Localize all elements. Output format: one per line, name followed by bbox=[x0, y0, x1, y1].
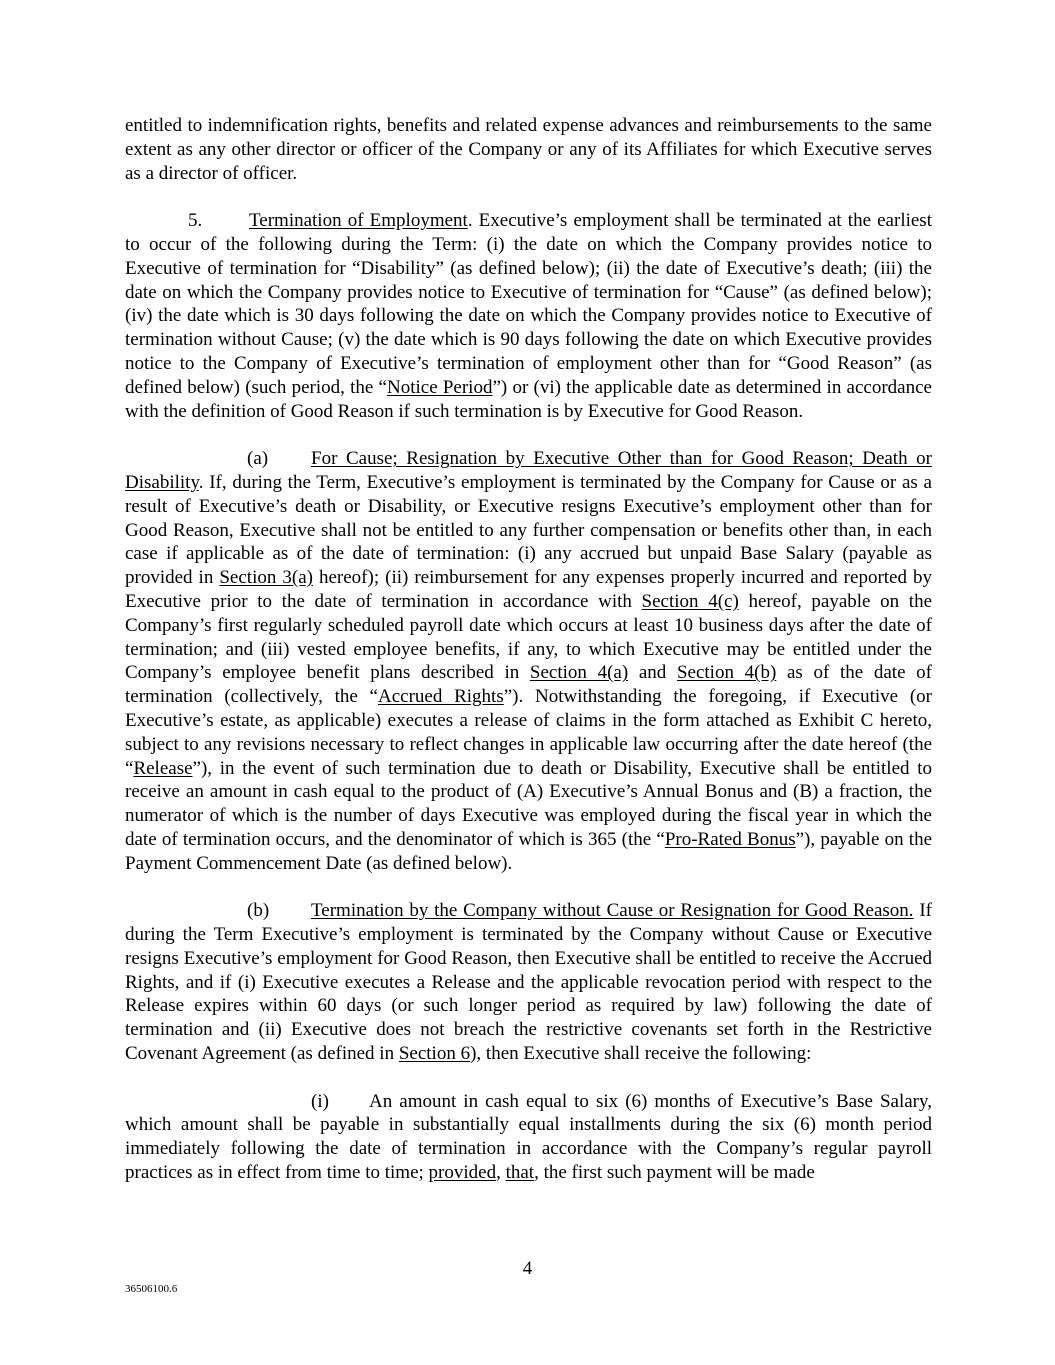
subsection-number: (b) bbox=[247, 900, 270, 922]
section-reference-6: Section 6 bbox=[398, 1043, 471, 1065]
section-text: . Executive’s employment shall be terminated at the earliest to occur of the following during the Term: (i) the date on which the Company provides notice to Executive of termination for “Disability” (as defined below); (ii) the date of Executive’s death; (iii) the date on which the Company provides notice to Executive of termination for “Cause” (as defined below); (iv) the date which is 30 days following the date on which the Company provides notice to Executive of termination without Cause; (v) the date which is 90 days following the date on which Executive provides notice to the Company of Executive’s termination of employment other than for “Good Reason” (as defined below) (such period, the “ bbox=[125, 210, 932, 398]
clause-text: , bbox=[496, 1162, 506, 1184]
section-5-termination-of-employment bbox=[125, 209, 932, 423]
document-body bbox=[125, 114, 932, 1185]
section-heading: Termination of Employment bbox=[249, 210, 468, 232]
defined-term-accrued-rights: Accrued Rights bbox=[377, 686, 504, 708]
section-reference-4c: Section 4(c) bbox=[641, 590, 739, 612]
subsection-number: (a) bbox=[247, 448, 269, 470]
defined-term-release: Release bbox=[133, 757, 193, 779]
paragraph-indemnification bbox=[125, 114, 932, 185]
subsection-heading: Termination by the Company without Cause or Resignation for Good Reason. bbox=[311, 900, 914, 922]
section-number: 5. bbox=[188, 210, 203, 232]
defined-term-notice-period: Notice Period bbox=[386, 376, 493, 398]
section-reference-4b: Section 4(b) bbox=[676, 662, 777, 684]
subsection-text: as of the date of termination (collectively, the “ bbox=[125, 662, 933, 708]
subsection-text: ”), in the event of such termination due to death or Disability, Executive shall be entitled to receive an amount in cash equal to the product of (A) Executive’s Annual Bonus and (B) a fraction, the numerator of which is the number of days Executive was employed during the fiscal year in which the date of termination occurs, and the denominator of which is 365 (the “ bbox=[125, 757, 932, 850]
subsection-text: hereof); (ii) reimbursement for any expenses properly incurred and reported by Executive prior to the date of termination in accordance with bbox=[125, 567, 932, 612]
subsection-text: and bbox=[628, 662, 677, 684]
subsection-b-without-cause bbox=[125, 899, 932, 1066]
section-reference-4a: Section 4(a) bbox=[529, 662, 629, 684]
subsection-text: ), then Executive shall receive the following: bbox=[470, 1043, 812, 1065]
page-number: 4 bbox=[522, 1258, 533, 1279]
subsection-text: . If, during the Term, Executive’s employment is terminated by the Company for Cause or as a result of Executive’s death or Disability, or Executive resigns Executive’s employment other than for Good Reason, Executive shall not be entitled to any further compensation or benefits other than, in each case if applicable as of the date of termination: (i) any accrued but unpaid Base Salary (payable as provided in bbox=[125, 471, 932, 589]
subsection-a-for-cause bbox=[125, 447, 932, 875]
clause-text: An amount in cash equal to six (6) months of Executive’s Base Salary, which amount shall be payable in substantially equal installments during the six (6) month period immediately following the date of termination in accordance with the Company’s regular payroll practices as in effect from time to time; bbox=[125, 1090, 932, 1184]
clause-i-cash-amount bbox=[125, 1090, 932, 1185]
subsection-text: ”). Notwithstanding the foregoing, if Executive (or Executive’s estate, as applicable) executes a release of claims in the form attached as Exhibit C hereto, subject to any revisions necessary to reflect changes in applicable law occurring after the date hereof (the “ bbox=[125, 686, 932, 779]
section-reference-3a: Section 3(a) bbox=[219, 567, 313, 589]
subsection-text: If during the Term Executive’s employment is terminated by the Company without Cause or Executive resigns Executive’s employment for Good Reason, then Executive shall be entitled to receive the Accrued Rights, and if (i) Executive executes a Release and the applicable revocation period with respect to the Release expires within 60 days (or such longer period as required by law) following the date of termination and (ii) Executive does not breach the restrictive covenants set forth in the Restrictive Covenant Agreement (as defined in bbox=[125, 900, 932, 1065]
document-id: 36506100.6 bbox=[125, 1283, 178, 1295]
subsection-text: ”), payable on the Payment Commencement Date (as defined below). bbox=[125, 828, 933, 874]
subsection-heading: For Cause; Resignation by Executive Other than for Good Reason; Death or Disability bbox=[125, 448, 932, 493]
clause-text: , the first such payment will be made bbox=[534, 1162, 815, 1184]
clause-number: (i) bbox=[311, 1090, 329, 1112]
term-provided: provided bbox=[428, 1162, 497, 1184]
paragraph-text: entitled to indemnification rights, benefits and related expense advances and reimbursements to the same extent as any other director or officer of the Company or any of its Affiliates for which Executive serves as a director of officer. bbox=[125, 115, 932, 184]
term-that: that bbox=[505, 1162, 535, 1184]
section-text: ”) or (vi) the applicable date as determined in accordance with the definition of Good Reason if such termination is by Executive for Good Reason. bbox=[125, 376, 932, 422]
defined-term-pro-rated-bonus: Pro-Rated Bonus bbox=[664, 828, 796, 850]
subsection-text: hereof, payable on the Company’s first regularly scheduled payroll date which occurs at least 10 business days after the date of termination; and (iii) vested employee benefits, if any, to which Executive may be entitled under the Company’s employee benefit plans described in bbox=[125, 590, 933, 684]
